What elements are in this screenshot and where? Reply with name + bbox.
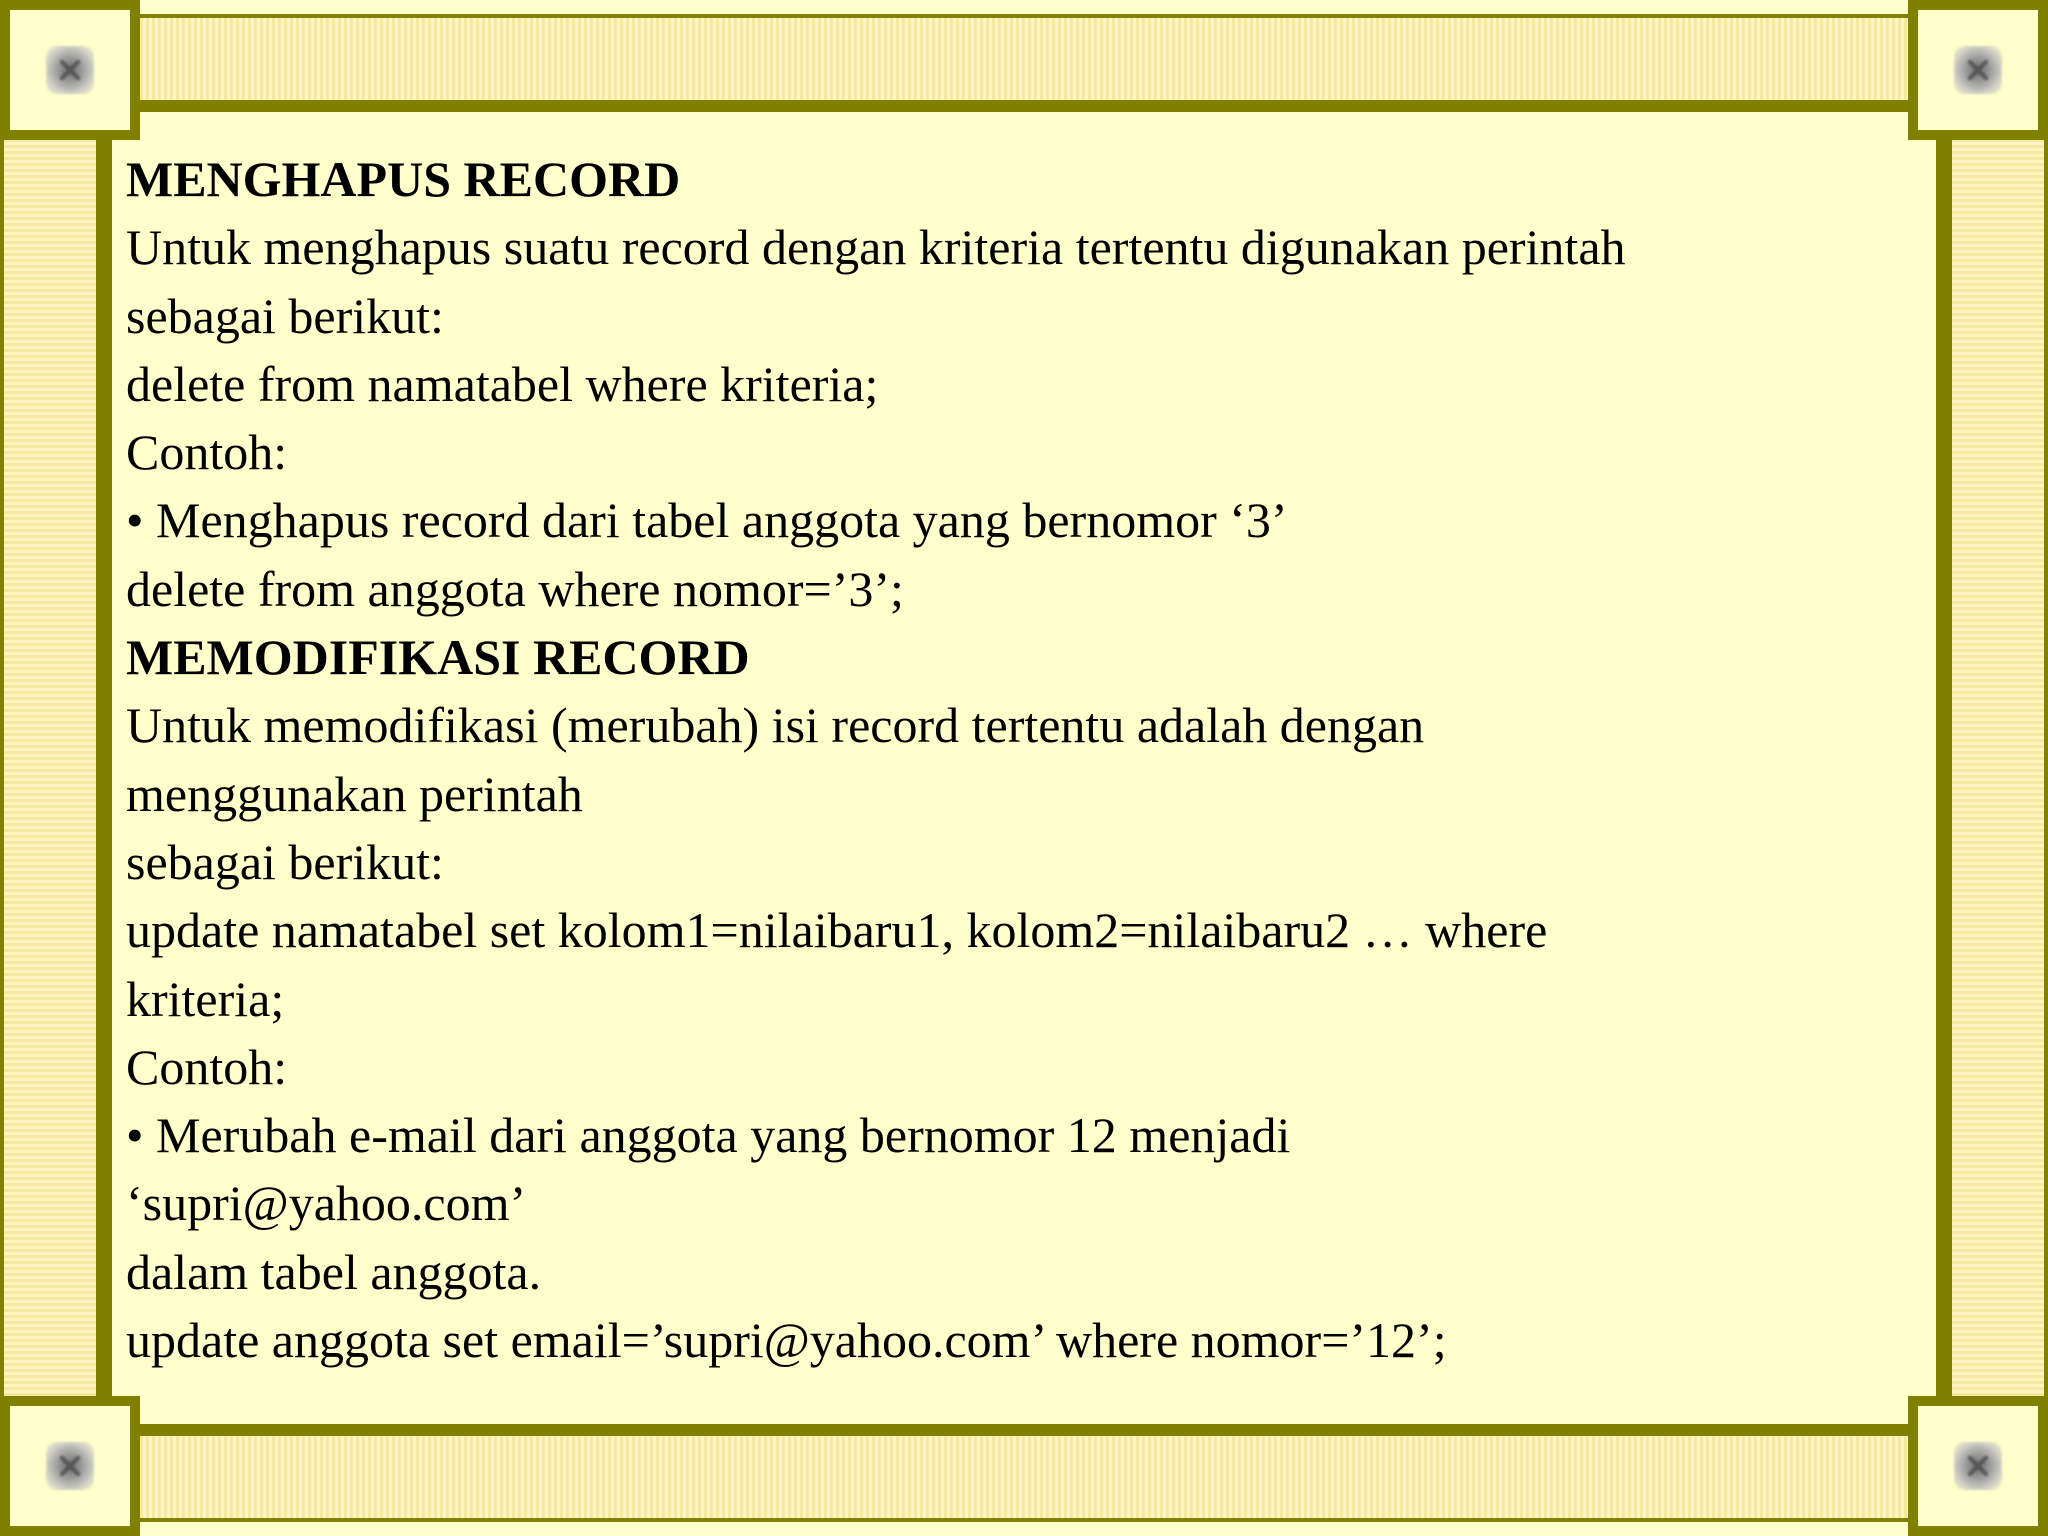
text-line: dalam tabel anggota. — [126, 1243, 542, 1300]
code-line: kriteria; — [126, 970, 285, 1027]
top-border-bar — [100, 14, 1948, 104]
left-border-bar — [0, 100, 100, 1436]
corner-ornament-icon — [46, 46, 94, 94]
text-line: Untuk menghapus suatu record dengan kriteria tertentu digunakan perintah — [126, 219, 1626, 276]
heading-memodifikasi-record: MEMODIFIKASI RECORD — [126, 629, 750, 686]
slide-body-text — [126, 145, 1916, 1374]
bullet-item: • Menghapus record dari tabel anggota yang bernomor ‘3’ — [126, 492, 1288, 549]
text-line: menggunakan perintah — [126, 765, 583, 822]
corner-top-left — [0, 0, 140, 140]
code-line: update anggota set email=’supri@yahoo.com’ where nomor=’12’; — [126, 1312, 1447, 1369]
corner-ornament-icon — [1954, 1442, 2002, 1490]
heading-menghapus-record: MENGHAPUS RECORD — [126, 151, 681, 207]
bullet-item: • Merubah e-mail dari anggota yang bernomor 12 menjadi — [126, 1107, 1291, 1164]
corner-bottom-right — [1908, 1396, 2048, 1536]
text-line: sebagai berikut: — [126, 287, 444, 344]
corner-ornament-icon — [46, 1442, 94, 1490]
text-line: sebagai berikut: — [126, 833, 444, 890]
corner-bottom-left — [0, 1396, 140, 1536]
text-line: ‘supri@yahoo.com’ — [126, 1175, 527, 1232]
bottom-border-bar — [100, 1432, 1948, 1522]
example-label: Contoh: — [126, 1038, 288, 1095]
corner-top-right — [1908, 0, 2048, 140]
text-line: Untuk memodifikasi (merubah) isi record tertentu adalah dengan — [126, 697, 1425, 754]
code-line: delete from anggota where nomor=’3’; — [126, 560, 904, 617]
corner-ornament-icon — [1954, 46, 2002, 94]
code-line: update namatabel set kolom1=nilaibaru1, kolom2=nilaibaru2 … where — [126, 902, 1548, 959]
right-border-bar — [1948, 100, 2048, 1436]
code-line: delete from namatabel where kriteria; — [126, 355, 879, 412]
example-label: Contoh: — [126, 424, 288, 481]
